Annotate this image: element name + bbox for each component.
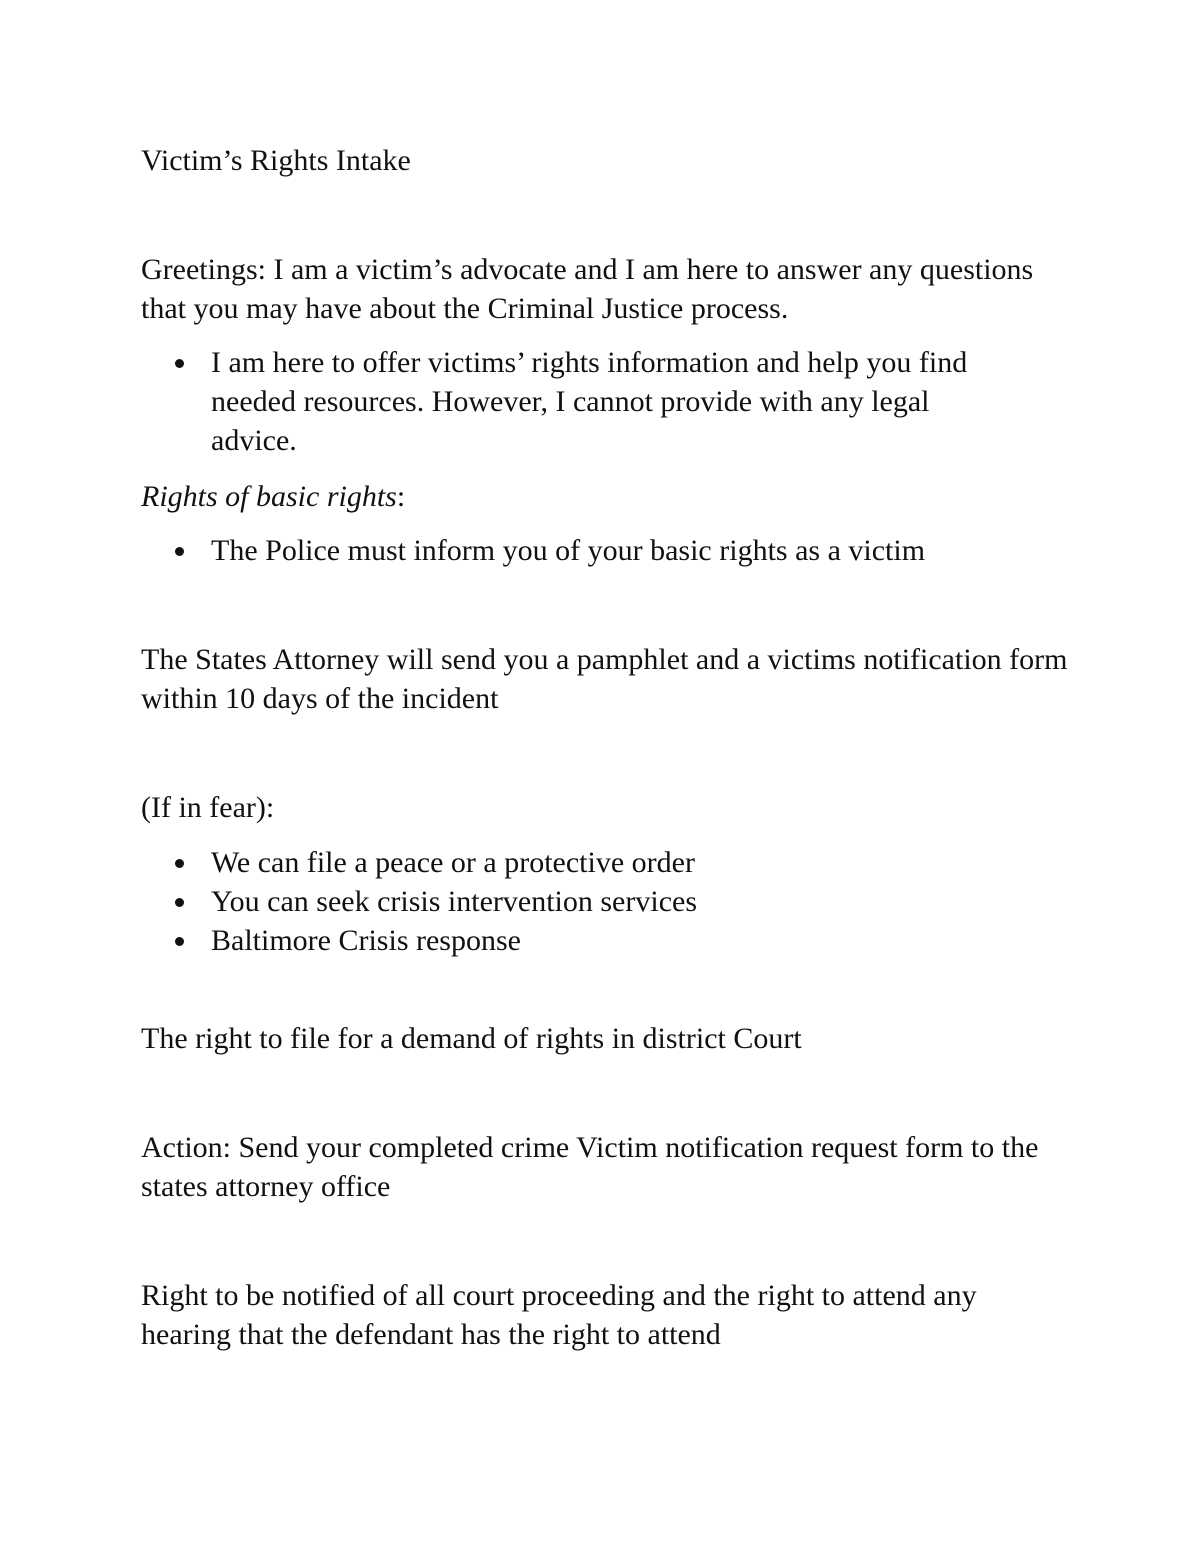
list-item-text: The Police must inform you of your basic rights as a victim [211, 534, 926, 567]
greeting-bullet-list [141, 343, 1021, 460]
action-paragraph: Action: Send your completed crime Victim notification request form to the states attorney office [141, 1131, 1039, 1203]
bullet-icon [175, 547, 184, 556]
bullet-icon [175, 359, 184, 368]
list-item-text: I am here to offer victims’ rights information and help you find needed resources. However, I cannot provide with any legal advice. [211, 346, 968, 457]
bullet-icon [175, 937, 184, 946]
document-title: Victim’s Rights Intake [141, 144, 411, 177]
list-item [141, 343, 1021, 460]
list-item-text: You can seek crisis intervention services [211, 885, 698, 918]
demand-rights-paragraph: The right to file for a demand of rights in district Court [141, 1022, 802, 1055]
list-item [141, 531, 1021, 570]
rights-bullet-list [141, 531, 1021, 570]
states-attorney-paragraph: The States Attorney will send you a pamphlet and a victims notification form within 10 days of the incident [141, 643, 1068, 715]
bullet-icon [175, 898, 184, 907]
list-item [141, 921, 1021, 960]
greeting-paragraph: Greetings: I am a victim’s advocate and I am here to answer any questions that you may have about the Criminal Justice process. [141, 253, 1034, 325]
rights-heading-colon: : [396, 480, 406, 513]
list-item [141, 882, 1021, 921]
fear-bullet-list [141, 843, 1021, 960]
list-item-text: We can file a peace or a protective order [211, 846, 695, 879]
fear-heading: (If in fear): [141, 791, 275, 824]
rights-heading [141, 477, 1071, 516]
list-item-text: Baltimore Crisis response [211, 924, 521, 957]
rights-heading-text: Rights of basic rights [141, 480, 397, 513]
notification-right-paragraph: Right to be notified of all court proceeding and the right to attend any hearing that the defendant has the right to attend [141, 1279, 977, 1351]
list-item [141, 843, 1021, 882]
bullet-icon [175, 859, 184, 868]
